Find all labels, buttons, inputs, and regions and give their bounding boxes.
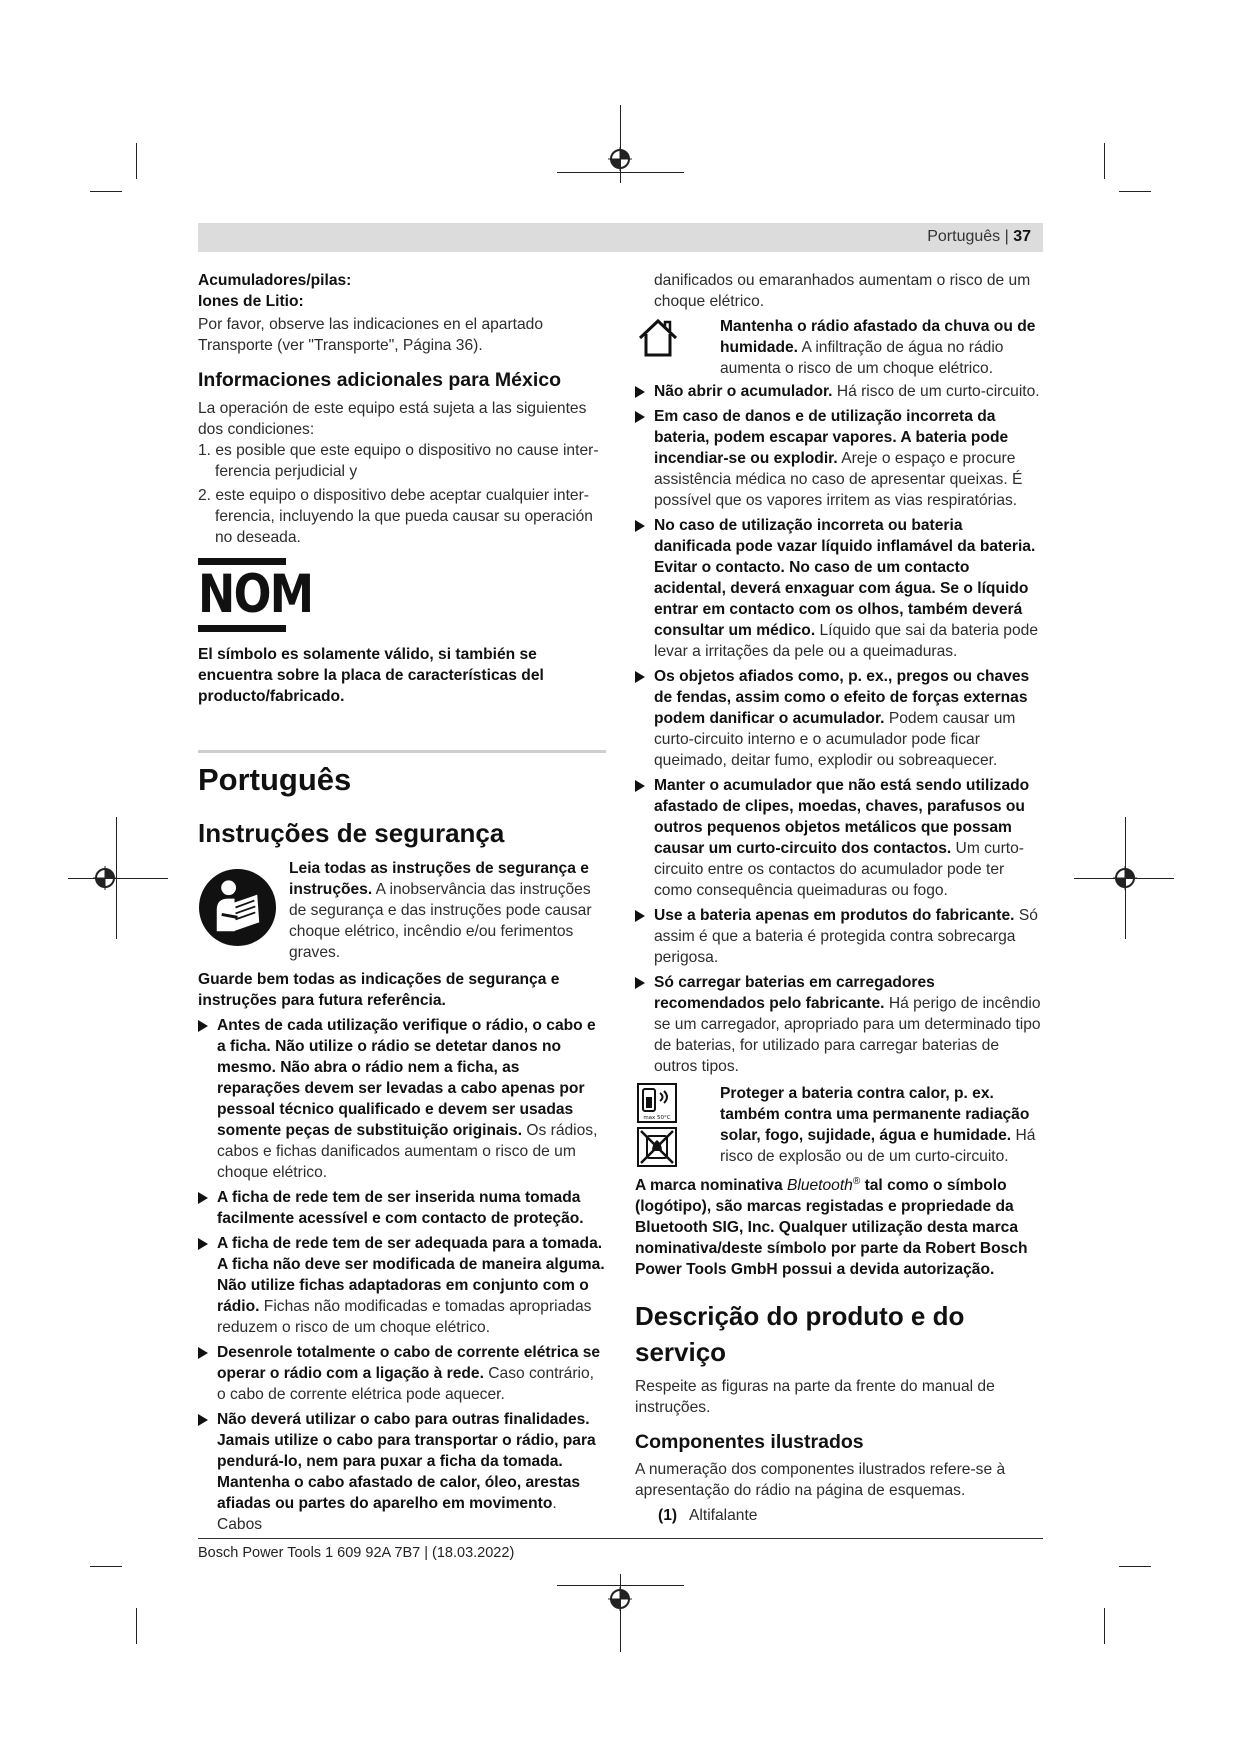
bullet-unroll-cable: Desenrole totalmente o cabo de corrente elétrica se operar o rádio com a ligação à rede. Caso contrário, o cabo de corrente elétrica pode aquecer. [198, 1342, 606, 1405]
left-column-safety [198, 760, 606, 1535]
mexico-condition-1: 1. es posible que este equipo o dispositivo no cause interferencia perjudicial y [198, 442, 599, 480]
crosshair-icon [608, 147, 632, 171]
bullet-manufacturer-products: Use a bateria apenas em produtos do fabricante. Só assim é que a bateria é protegida contra sobrecarga perigosa. [635, 905, 1043, 968]
right-column [635, 270, 1043, 1526]
bullet-socket-access: A ficha de rede tem de ser inserida numa tomada facilmente acessível e com contacto de proteção. [198, 1187, 606, 1229]
components-heading: Componentes ilustrados [635, 1431, 864, 1454]
crosshair-icon [1113, 866, 1137, 890]
bullet-cable-misuse: Não deverá utilizar o cabo para outras finalidades. Jamais utilize o cabo para transportar o rádio, para pendurá-lo, nem para puxar a ficha da tomada. Mantenha o cabo afastado de calor, óleo, arestas afiadas ou partes do aparelho em movimento. Cabos [198, 1409, 606, 1535]
bullet-vapours: Em caso de danos e de utilização incorreta da bateria, podem escapar vapores. A bateria pode incendiar-se ou explodir. Areje o espaço e procure assistência médica no caso de apresentar queixas. É possível que os vapores irritem as vias respiratórias. [635, 406, 1043, 511]
read-instructions-block [198, 858, 606, 963]
header-language: Português [927, 228, 1001, 245]
acumuladores-text: Por favor, observe las indicaciones en el apartado Transporte (ver "Transporte", Página 36). [198, 316, 544, 354]
left-column [198, 270, 606, 707]
bullet-check-radio: Antes de cada utilização verifique o rádio, o cabo e a ficha. Não utilize o rádio se detetar danos no mesmo. Não abra o rádio nem a ficha, as reparações devem ser levadas a cabo apenas por pessoal técnico qualificado e devem ser usadas somente peças de substituição originais. Os rádios, cabos e fichas danificados aumentam o risco de um choque elétrico. [198, 1015, 606, 1183]
read-manual-icon [198, 868, 277, 947]
bullet-metal-objects: Manter o acumulador que não está sendo utilizado afastado de clipes, moedas, chaves, parafusos ou outros pequenos objetos metálicos que possam causar um curto-circuito dos contactos. Um curto-circuito entre os contactos do acumulador pode ter como consequência queimaduras ou fogo. [635, 775, 1043, 901]
no-fire-water-icon [637, 1127, 677, 1167]
bullet-recommended-chargers: Só carregar baterias em carregadores recomendados pelo fabricante. Há perigo de incêndio se um carregador, apropriado para um determinado tipo de baterias, for utilizado para carregar baterias de outros tipos. [635, 972, 1043, 1077]
description-text: Respeite as figuras na parte da frente do manual de instruções. [635, 1378, 995, 1417]
safety-heading: Instruções de segurança [198, 818, 505, 848]
mexico-heading: Informaciones adicionales para México [198, 369, 562, 391]
keep-instructions: Guarde bem todas as indicações de segurança e instruções para futura referência. [198, 971, 560, 1009]
components-text: A numeração dos componentes ilustrados refere-se à apresentação do rádio na página de esquemas. [635, 1461, 1006, 1500]
read-instructions-text: A inobservância das instruções de segurança e das instruções pode causar choque elétrico, incêndio e/ou ferimentos graves. [289, 881, 592, 961]
cable-continuation: danificados ou emaranhados aumentam o risco de um choque elétrico. [654, 272, 1031, 310]
nom-logo [198, 558, 313, 632]
crosshair-icon [608, 1587, 632, 1611]
iones-label: Iones de Litio: [198, 293, 304, 310]
section-title: Português [198, 762, 352, 797]
nom-logo-text: NOM [198, 564, 313, 625]
mexico-intro: La operación de este equipo está sujeta a las siguientes dos condiciones: [198, 400, 587, 438]
nom-note: El símbolo es solamente válido, si también se encuentra sobre la placa de características del producto/fabricado. [198, 646, 544, 705]
heat-icon-label: max 50°C [643, 1115, 671, 1121]
house-icon [637, 318, 679, 358]
bullet-plug-match: A ficha de rede tem de ser adequada para a tomada. A ficha não deve ser modificada de maneira alguma. Não utilize fichas adaptadoras em conjunto com o rádio. Fichas não modificadas e tomadas apropriadas reduzem o risco de um choque elétrico. [198, 1233, 606, 1338]
page-header [198, 223, 1043, 252]
read-instructions-bold: Leia todas as instruções de segurança e instruções. [289, 860, 589, 898]
heat-warning-icon [637, 1083, 677, 1123]
bullet-no-open-battery: Não abrir o acumulador. Há risco de um curto-circuito. [635, 381, 1043, 402]
rain-warning-block: Mantenha o rádio afastado da chuva ou de humidade. A infiltração de água no rádio aumenta o risco de um choque elétrico. [635, 316, 1043, 379]
bluetooth-trademark: A marca nominativa Bluetooth® tal como o símbolo (logótipo), são marcas registadas e propriedade da Bluetooth SIG, Inc. Qualquer utilização desta marca nominativa/deste símbolo por parte da Robert Bosch Power Tools GmbH possui a devida autorização. [635, 1176, 1028, 1279]
description-heading: Descrição do produto e do serviço [635, 1301, 965, 1368]
section-divider [198, 750, 606, 753]
page-number: 37 [1013, 228, 1031, 245]
header-text: Português | 37 [927, 228, 1031, 245]
bullet-sharp-objects: Os objetos afiados como, p. ex., pregos ou chaves de fendas, assim como o efeito de forças externas podem danificar o acumulador. Podem causar um curto-circuito interno e o acumulador pode ficar queimado, deitar fumo, explodir ou sobreaquecer. [635, 666, 1043, 771]
mexico-condition-2: 2. este equipo o dispositivo debe aceptar cualquier interferencia, incluyendo la que pueda causar su operación no deseada. [198, 487, 593, 546]
page-footer: Bosch Power Tools 1 609 92A 7B7 | (18.03.2022) [198, 1545, 515, 1561]
component-item-1: (1) Altifalante [658, 1507, 758, 1525]
crosshair-icon [93, 866, 117, 890]
acumuladores-label: Acumuladores/pilas: [198, 272, 352, 289]
heat-warning-block: max 50°C Proteger a bateria contra calor, p. ex. também contra uma permanente radiação solar, fogo, sujidade, água e humidade. Há risco de explosão ou de um curto-circuito. [635, 1083, 1043, 1167]
bullet-liquid-leak: No caso de utilização incorreta ou bateria danificada pode vazar líquido inflamável da bateria. Evitar o contacto. No caso de um contacto acidental, deverá enxaguar com água. Se o líquido entrar em contacto com os olhos, também deverá consultar um médico. Líquido que sai da bateria pode levar a irritações da pele ou a queimaduras. [635, 515, 1043, 662]
footer-rule [198, 1538, 1043, 1539]
